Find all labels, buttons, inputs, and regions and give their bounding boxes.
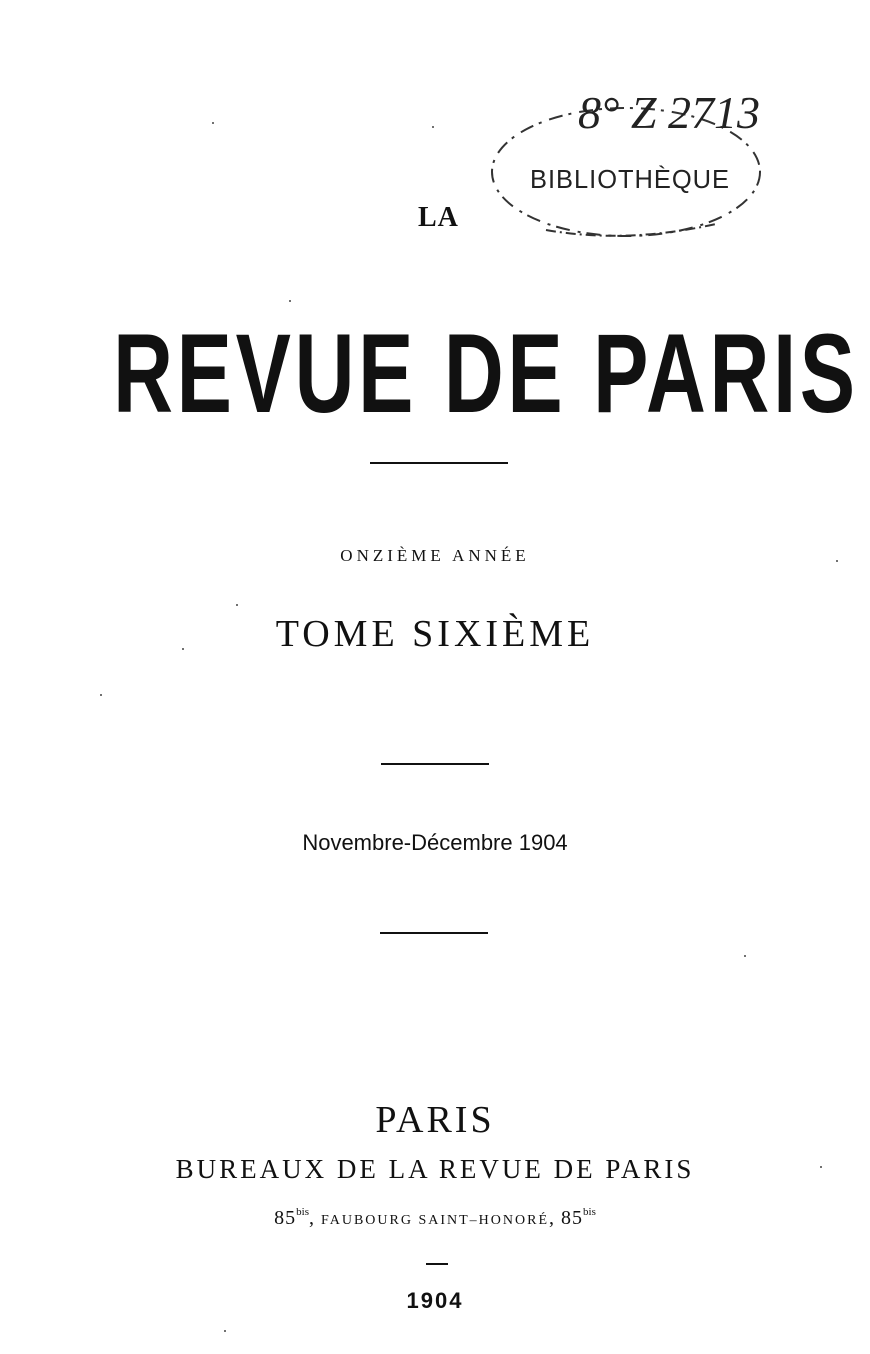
- scan-speck: [182, 648, 184, 650]
- address-suffix: bis: [296, 1206, 309, 1218]
- address-number: 85: [274, 1207, 297, 1229]
- title-article: LA: [418, 202, 459, 233]
- scan-speck: [236, 604, 238, 606]
- imprint-address: $85^{bis}$, FAUBOURG SAINT–HONORÉ, $85^{bis}$: [274, 1206, 596, 1229]
- scan-speck: [289, 300, 291, 302]
- scan-speck: [744, 955, 746, 957]
- divider-rule: [380, 932, 488, 934]
- divider-rule: [381, 763, 489, 765]
- address-number: 85: [561, 1207, 584, 1229]
- address-street: FAUBOURG SAINT–HONORÉ: [320, 1213, 550, 1228]
- scan-speck: [224, 1330, 226, 1332]
- divider-rule: [426, 1263, 448, 1265]
- stamp-shelfmark: 8° Z 2713: [578, 87, 760, 138]
- imprint-year: 1904: [406, 1288, 464, 1313]
- scan-speck: [836, 560, 838, 562]
- scan-speck: [820, 1166, 822, 1168]
- stamp-label: BIBLIOTHÈQUE: [530, 164, 730, 194]
- scan-speck: [100, 694, 102, 696]
- imprint-city: PARIS: [375, 1099, 495, 1141]
- journal-title: REVUE DE PARIS: [113, 311, 859, 436]
- imprint-publisher: BUREAUX DE LA REVUE DE PARIS: [175, 1154, 695, 1184]
- divider-rule: [370, 462, 508, 464]
- issue-period: Novembre-Décembre 1904: [302, 830, 568, 855]
- volume-title: TOME SIXIÈME: [275, 613, 595, 655]
- library-stamp: [486, 84, 770, 244]
- scan-speck: [432, 126, 434, 128]
- year-of-publication-subtitle: ONZIÈME ANNÉE: [340, 546, 530, 565]
- scan-speck: [212, 122, 214, 124]
- address-suffix: bis: [583, 1206, 596, 1218]
